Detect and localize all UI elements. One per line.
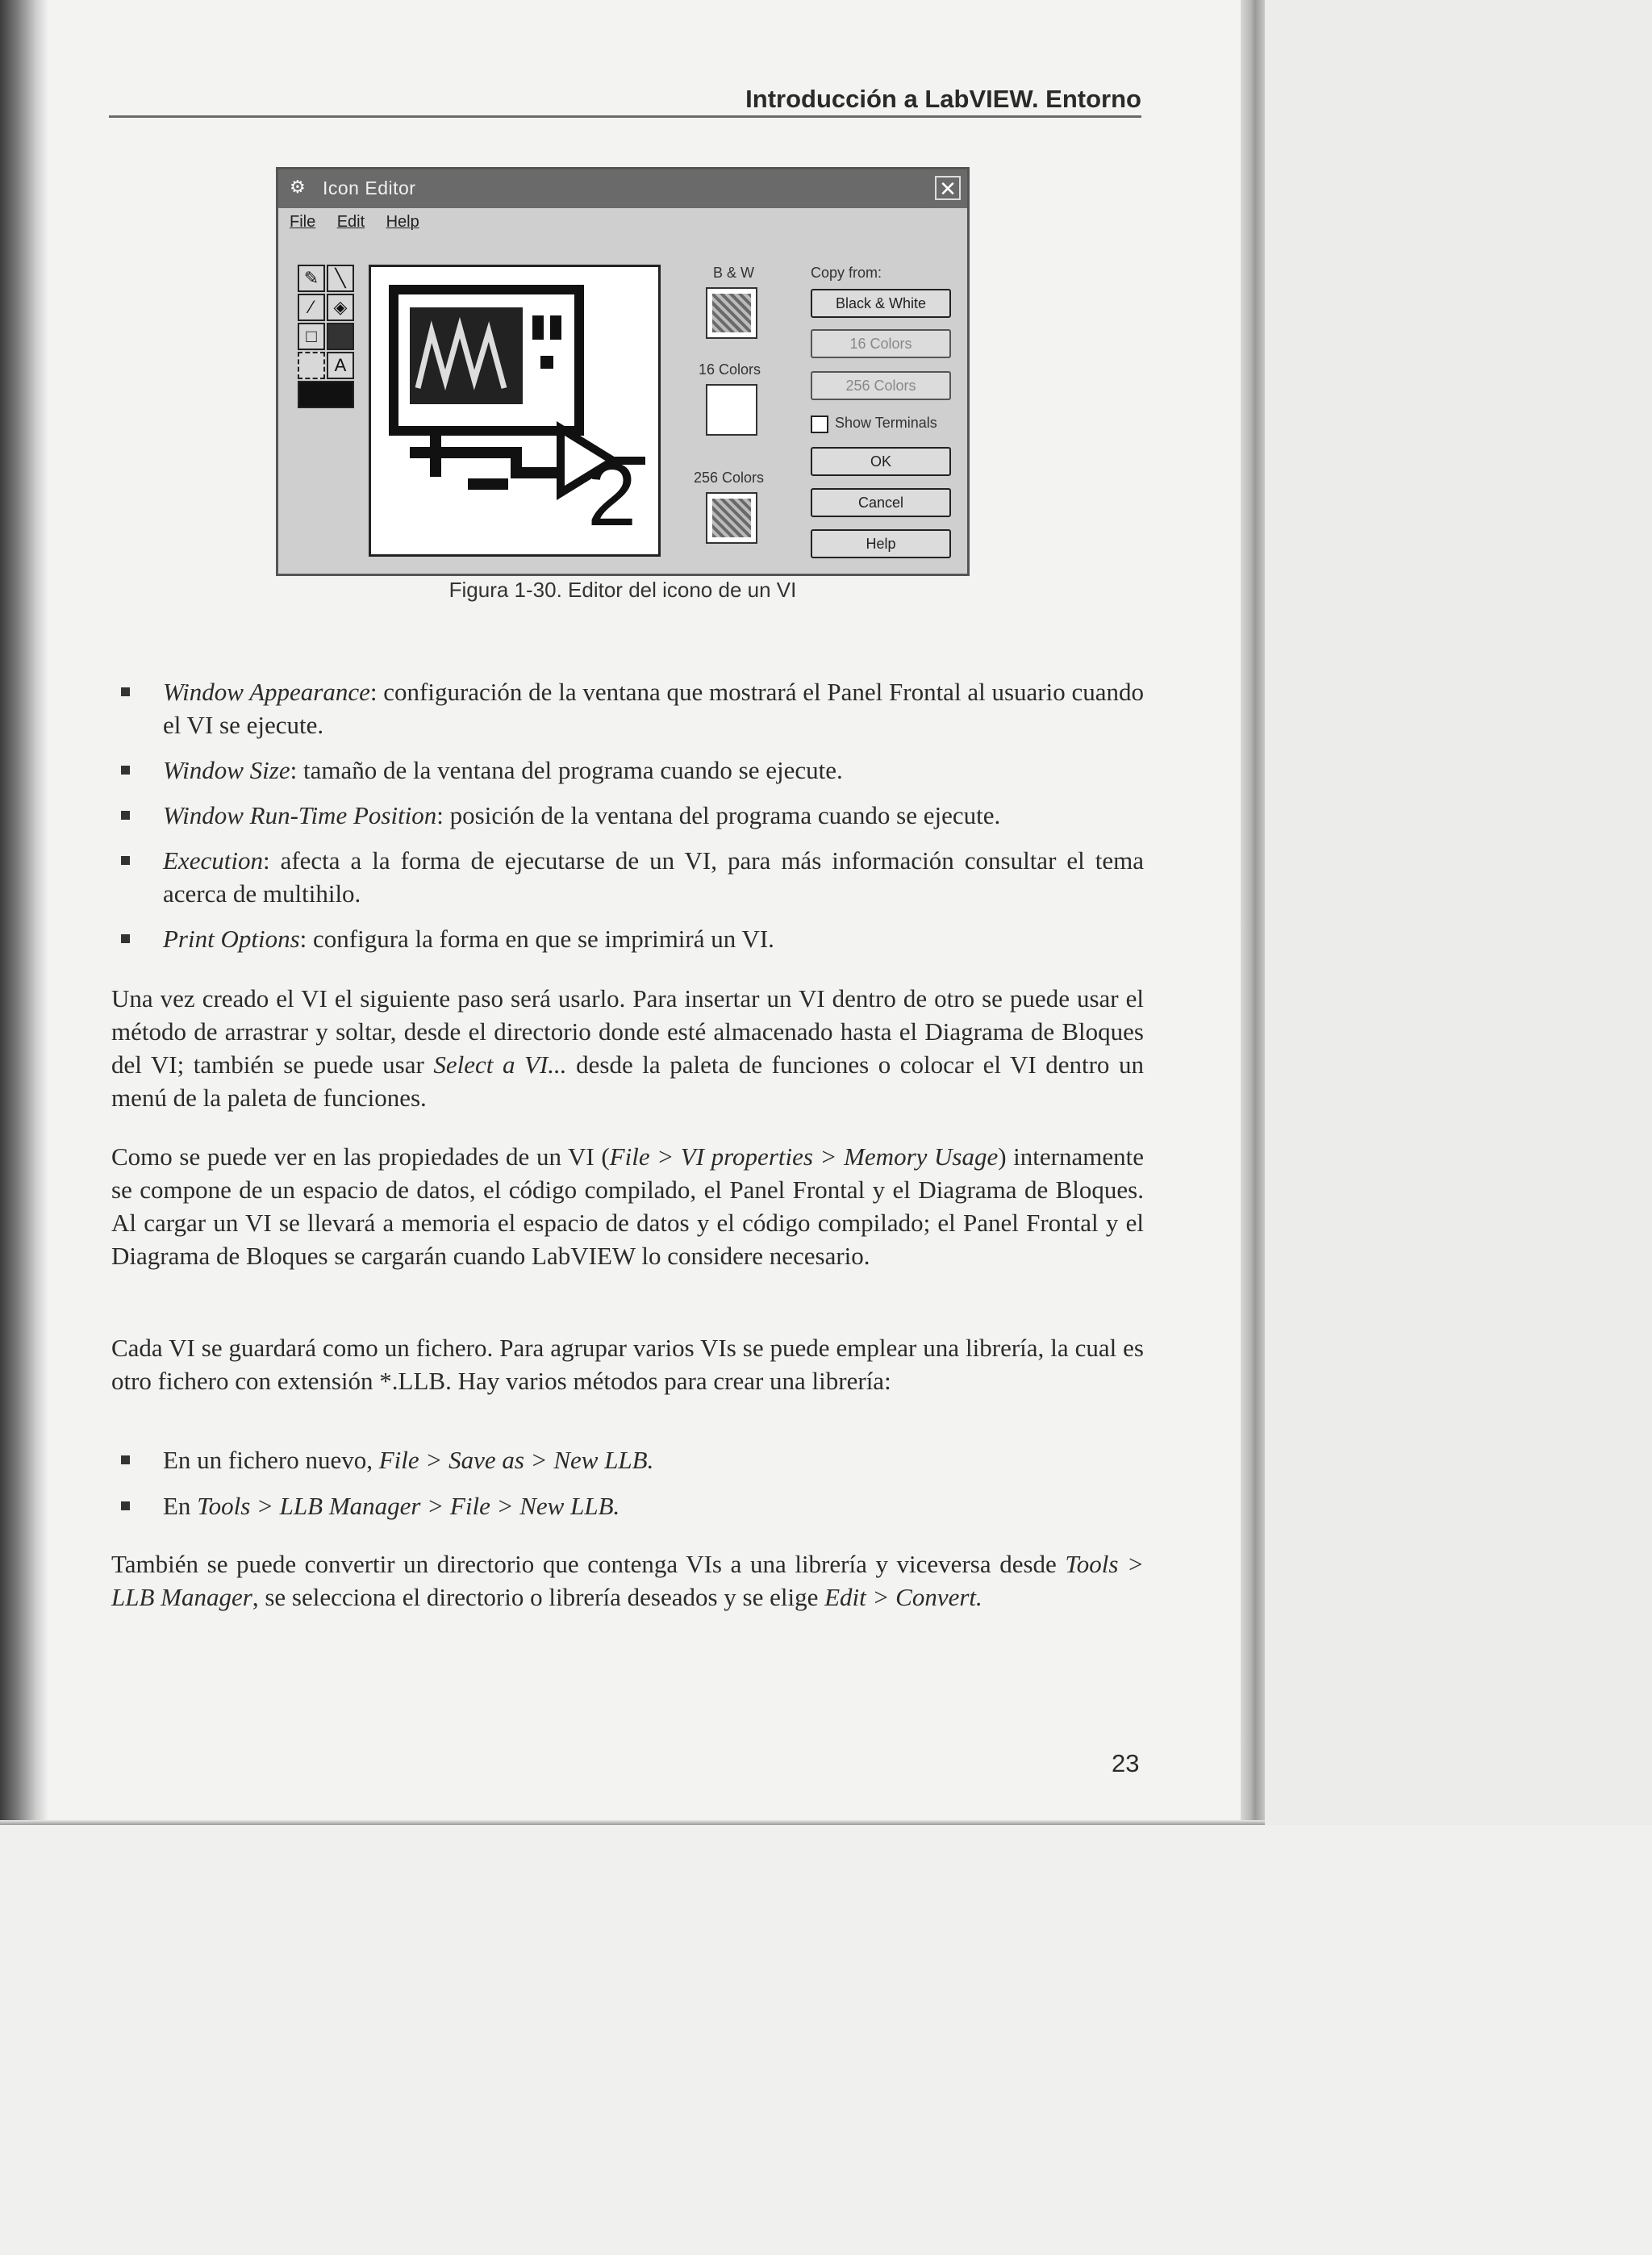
select-tool-icon[interactable] [298, 352, 325, 379]
rectangle-tool-icon[interactable]: □ [298, 323, 325, 350]
menu-help[interactable]: Help [386, 213, 419, 231]
bullet-llb-manager: En Tools > LLB Manager > File > New LLB. [121, 1489, 1144, 1522]
book-gutter-shadow [0, 0, 48, 1825]
menu-edit[interactable]: Edit [336, 213, 365, 231]
help-button[interactable]: Help [811, 529, 951, 558]
bw-label: B & W [713, 265, 755, 281]
bullet-marker [121, 811, 130, 820]
ok-button[interactable]: OK [811, 447, 951, 476]
labview-app-icon: ⚙ [290, 177, 306, 197]
close-icon[interactable]: ✕ [935, 176, 961, 200]
dropper-tool-icon[interactable]: ⁄ [298, 294, 325, 321]
bullet-new-llb-file: En un fichero nuevo, File > Save as > New LLB. [121, 1443, 1144, 1476]
copy-black-white-button[interactable]: Black & White [811, 289, 951, 318]
header-rule [109, 115, 1141, 118]
show-terminals-label: Show Terminals [835, 415, 937, 431]
colors256-label: 256 Colors [694, 470, 765, 486]
paragraph-memory-usage: Como se puede ver en las propiedades de un VI (File > VI properties > Memory Usage) internamente se compone de un espacio de datos, el código compilado, el Panel Frontal y el Diagrama de Bloques. Al cargar un VI se llevará a memoria el espacio de datos y el código compilado; el Panel Frontal y el Diagrama de Bloques se cargarán cuando LabVIEW lo considere necesario. [111, 1142, 1144, 1270]
bullet-execution: Execution: afecta a la forma de ejecutarse de un VI, para más información consultar el tema acerca de multihilo. [121, 844, 1144, 910]
icon-editor-window [276, 167, 970, 576]
bullet-window-appearance: Window Appearance: configuración de la ventana que mostrará el Panel Frontal al usuario cuando el VI se ejecute. [121, 675, 1144, 741]
menu-file[interactable]: File [290, 213, 316, 231]
bw-icon-preview[interactable] [706, 287, 757, 339]
color-swatch[interactable] [298, 381, 354, 408]
page-number: 23 [1112, 1749, 1140, 1777]
bullet-marker [121, 766, 130, 775]
scanner-background-bottom [0, 1825, 1652, 2255]
filled-rectangle-tool-icon[interactable] [327, 323, 354, 350]
copy-from-label: Copy from: [811, 265, 882, 281]
text-tool-icon[interactable]: A [327, 352, 354, 379]
fill-tool-icon[interactable]: ◈ [327, 294, 354, 321]
figure-caption: Figura 1-30. Editor del icono de un VI [448, 578, 797, 602]
bullet-marker [121, 687, 130, 696]
colors16-label: 16 Colors [699, 361, 761, 378]
colors256-icon-preview[interactable] [706, 492, 757, 544]
scanner-background-right [1265, 0, 1652, 1825]
running-header: Introducción a LabVIEW. Entorno [745, 85, 1141, 113]
paragraph-using-vi: Una vez creado el VI el siguiente paso será usarlo. Para insertar un VI dentro de otro se puede usar el método de arrastrar y soltar, desde el directorio donde esté almacenado hasta el Diagrama de Bloques del VI; también se puede usar Select a VI... desde la paleta de funciones o colocar el VI dentro un menú de la paleta de funciones. [111, 984, 1144, 1112]
icon-editor-toolbox [298, 265, 357, 410]
line-tool-icon[interactable]: ╲ [327, 265, 354, 292]
show-terminals-checkbox[interactable] [811, 416, 828, 433]
bullet-marker [121, 1455, 130, 1464]
bullet-window-runtime-position: Window Run-Time Position: posición de la ventana del programa cuando se ejecute. [121, 799, 1144, 832]
colors16-icon-preview[interactable] [706, 384, 757, 436]
bullet-marker [121, 934, 130, 943]
copy-256-colors-button[interactable]: 256 Colors [811, 371, 951, 400]
paragraph-convert: También se puede convertir un directorio que contenga VIs a una librería y viceversa desde Tools > LLB Manager, se selecciona el directorio o librería deseados y se elige Edit > Convert. [111, 1550, 1144, 1611]
paragraph-libraries: Cada VI se guardará como un fichero. Para agrupar varios VIs se puede emplear una librería, la cual es otro fichero con extensión *.LLB. Hay varios métodos para crear una librería: [111, 1334, 1144, 1395]
bullet-window-size: Window Size: tamaño de la ventana del programa cuando se ejecute. [121, 754, 1144, 787]
icon-editor-menubar [290, 213, 437, 236]
copy-16-colors-button[interactable]: 16 Colors [811, 329, 951, 358]
bullet-marker [121, 1501, 130, 1510]
icon-canvas-digit: 2 [587, 445, 637, 545]
icon-editor-titlebar [278, 169, 967, 208]
bullet-print-options: Print Options: configura la forma en que se imprimirá un VI. [121, 922, 1144, 955]
page-edge [1241, 0, 1265, 1825]
icon-editor-title: Icon Editor [323, 177, 416, 198]
icon-drawing-canvas[interactable] [369, 265, 661, 557]
bullet-marker [121, 856, 130, 865]
cancel-button[interactable]: Cancel [811, 488, 951, 517]
pencil-tool-icon[interactable]: ✎ [298, 265, 325, 292]
